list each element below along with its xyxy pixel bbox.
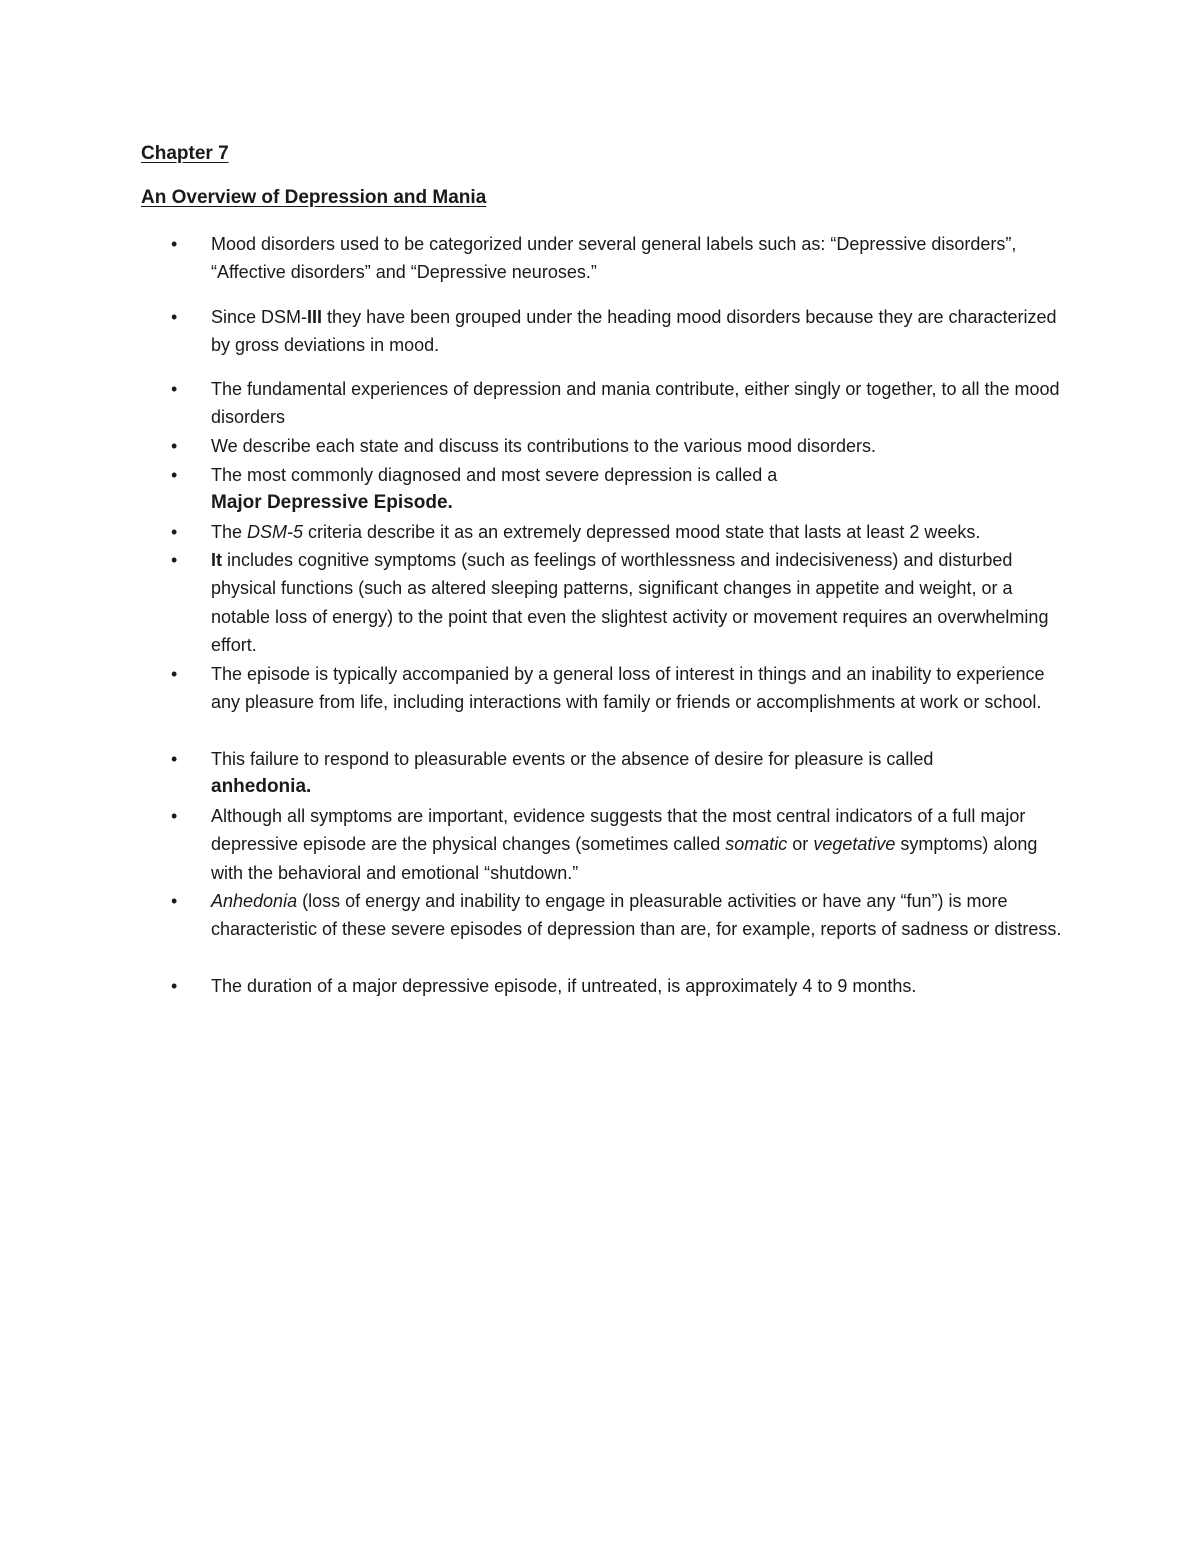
text-run: symptoms) along with the behavioral and emotional “shutdown.”: [211, 834, 1038, 883]
bullet-text: We describe each state and discuss its contributions to the various mood disorders.: [211, 436, 877, 456]
bullet-icon: •: [171, 436, 178, 456]
bullet-text: The episode is typically accompanied by a general loss of interest in things and an inability to experience any pleasure from life, including interactions with family or friends or accomplishments at work or school.: [211, 664, 1045, 713]
bullet-text: [211, 891, 1061, 939]
bullet-text: Mood disorders used to be categorized under several general labels such as: “Depressive disorders”, “Affective disorders” and “Depressive neuroses.”: [211, 234, 1017, 283]
bullet-icon: •: [171, 976, 178, 996]
bullet-icon: •: [171, 234, 178, 254]
emphasis-text: It: [211, 550, 222, 570]
list-item: [171, 518, 1071, 546]
emphasis-text: vegetative: [813, 834, 896, 855]
text-run: criteria describe it as an extremely depressed mood state that lasts at least 2 weeks.: [303, 522, 981, 542]
list-item: [171, 461, 1071, 517]
bullet-text: This failure to respond to pleasurable events or the absence of desire for pleasure is called: [211, 749, 934, 769]
bullet-icon: •: [171, 664, 178, 684]
bullet-icon: •: [171, 891, 178, 911]
text-run: or: [787, 834, 814, 855]
list-item: [171, 887, 1071, 944]
bullet-icon: •: [171, 550, 178, 570]
bullet-text: [211, 307, 1057, 355]
text-run: (loss of energy and inability to engage in pleasurable activities or have any “fun”) is more characteristic of these severe episodes of depression than are, for example, reports of sadness or distress.: [211, 891, 1062, 940]
list-item: [171, 802, 1071, 887]
emphasis-text: Major Depressive Episode.: [211, 492, 453, 514]
bullet-text: [211, 550, 1048, 655]
bullet-icon: •: [171, 465, 178, 485]
list-item: [171, 230, 1071, 287]
bullet-icon: •: [171, 806, 178, 826]
bullet-text: The fundamental experiences of depression and mania contribute, either singly or together, to all the mood disorders: [211, 379, 1060, 428]
text-run: they have been grouped under the heading mood disorders because they are characterized by gross deviations in mood.: [211, 307, 1057, 356]
bullet-text: The most commonly diagnosed and most severe depression is called a: [211, 465, 778, 485]
emphasis-text: III: [307, 307, 323, 327]
list-item: [171, 546, 1071, 660]
bullet-icon: •: [171, 379, 178, 399]
bullet-text: [211, 522, 980, 542]
bullet-icon: •: [171, 522, 178, 542]
text-run: Although all symptoms are important, evidence suggests that the most central indicators of a full major depressive episode are the physical changes (sometimes called: [211, 806, 1026, 855]
section-title: An Overview of Depression and Mania: [141, 187, 487, 208]
list-item: [171, 972, 1071, 1000]
list-item: [171, 660, 1071, 717]
bullet-icon: •: [171, 307, 178, 327]
bullet-text: The duration of a major depressive episode, if untreated, is approximately 4 to 9 months.: [211, 976, 917, 996]
emphasis-text: DSM-5: [247, 522, 304, 542]
emphasis-text: somatic: [725, 834, 788, 855]
emphasis-text: anhedonia.: [211, 776, 312, 798]
text-run: includes cognitive symptoms (such as feelings of worthlessness and indecisiveness) and disturbed physical functions (such as altered sleeping patterns, significant changes in appetite and weight, or a notable loss of energy) to the point that even the slightest activity or movement requires an overwhelming effort.: [211, 550, 1049, 656]
emphasis-text: Anhedonia: [211, 891, 298, 911]
text-run: The: [211, 522, 248, 542]
list-item: [171, 375, 1071, 432]
text-run: Since DSM-: [211, 307, 308, 327]
list-item: [171, 303, 1071, 360]
chapter-heading: Chapter 7: [141, 143, 229, 164]
list-item: [171, 432, 1071, 460]
list-item: [171, 745, 1071, 801]
bullet-icon: •: [171, 749, 178, 769]
bullet-text: [211, 806, 1037, 883]
